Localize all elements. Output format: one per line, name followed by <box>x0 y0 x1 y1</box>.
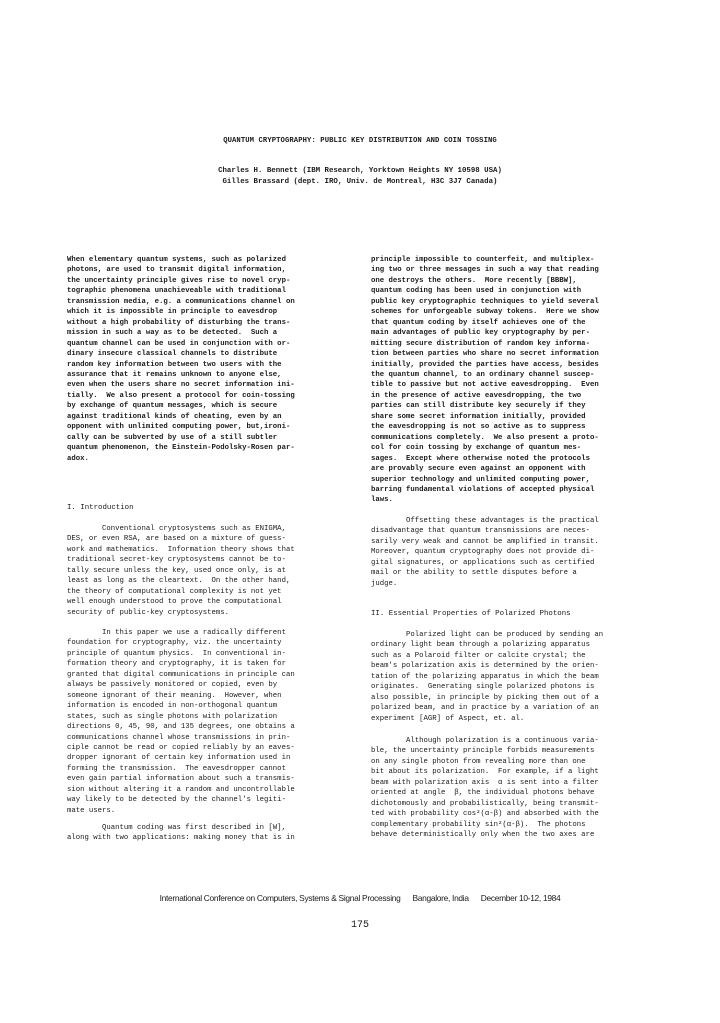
text-line: ciple cannot be read or copied reliably by an eaves- <box>67 743 295 752</box>
text-line: dichotomously and probabilistically, being transmit- <box>371 799 599 808</box>
text-line: barring fundamental violations of accepted physical <box>371 485 595 494</box>
abstract <box>67 255 349 464</box>
text-line: are provably secure even against an opponent with <box>371 465 586 474</box>
text-line: traditional secret-key cryptosystems cannot be to- <box>67 556 286 565</box>
text-line: communications channel whose transmissions in prin- <box>67 733 291 742</box>
text-line: Conventional cryptosystems such as ENIGMA, <box>67 525 286 533</box>
text-line: ordinary light beam through a polarizing apparatus <box>371 641 590 650</box>
text-line: dinary insecure classical channels to distribute <box>67 350 278 359</box>
text-line: also possible, in principle by picking them out of a <box>371 693 599 702</box>
text-line: principle of quantum physics. In conventional in- <box>67 649 286 658</box>
text-line: directions 0, 45, 90, and 135 degrees, one obtains a <box>67 723 295 732</box>
conference-footer <box>0 893 720 903</box>
text-line: main advantages of public key cryptography by per- <box>371 329 590 338</box>
text-line: along with two applications: making money that is in <box>67 834 295 843</box>
text-line: behave deterministically only when the two axes are <box>371 831 595 840</box>
text-line: beam with polarization axis α is sent into a filter <box>371 778 599 787</box>
text-line: oriented at angle β, the individual photons behave <box>371 789 595 798</box>
text-line: Although polarization is a continuous varia- <box>371 737 599 745</box>
text-line: always be passively monitored or copied, even by <box>67 681 278 690</box>
text-line: tally secure unless the key, used once only, is at <box>67 566 286 575</box>
text-line: disadvantage that quantum transmissions are neces- <box>371 527 590 536</box>
text-line: even when the users share no secret information ini- <box>67 381 295 390</box>
text-line: DES, or even RSA, are based on a mixture of guess- <box>67 535 286 544</box>
text-line: In this paper we use a radically different <box>67 629 286 637</box>
text-line: mail or the ability to settle disputes before a <box>371 569 577 578</box>
text-line: which it is impossible in principle to eavesdrop <box>67 308 278 317</box>
text-line: random key information between two users with the <box>67 360 282 369</box>
text-line: in the presence of active eavesdropping, the two <box>371 391 582 400</box>
text-line: mitting secure distribution of random key informa- <box>371 339 590 348</box>
text-line: When elementary quantum systems, such as polarized <box>67 256 286 264</box>
text-line: states, such as single photons with polarization <box>67 712 278 721</box>
text-line: the uncertainty principle gives rise to novel cryp- <box>67 276 291 285</box>
polarization-paragraph-2 <box>371 736 653 841</box>
text-line: sion without altering it a random and uncontrollable <box>67 785 295 794</box>
page-number: 175 <box>350 920 369 931</box>
text-line: ble, the uncertainty principle forbids measurements <box>371 747 595 756</box>
text-line: ing two or three messages in such a way that reading <box>371 266 599 275</box>
text-line: principle impossible to counterfeit, and multiplex- <box>371 256 595 264</box>
text-line: quantum channel can be used in conjunction with or- <box>67 339 291 348</box>
section-heading-polarized-photons: II. Essential Properties of Polarized Photons <box>371 610 571 618</box>
text-line: adox. <box>67 454 89 463</box>
text-line: ted with probability cos²(α-β) and absorbed with the <box>371 810 599 819</box>
text-line: tographic phenomena unachieveable with traditional <box>67 287 286 296</box>
polarization-paragraph-1 <box>371 630 653 724</box>
text-line: Offsetting these advantages is the practical <box>371 517 599 525</box>
text-line: the quantum channel, to an ordinary channel suscep- <box>371 370 595 379</box>
conference-date: December 10-12, 1984 <box>480 893 561 903</box>
right-column-paragraph-1 <box>371 255 653 506</box>
text-line: cally can be subverted by use of a still subtler <box>67 433 278 442</box>
text-line: mate users. <box>67 806 116 815</box>
text-line: well enough understood to prove the computational <box>67 598 282 607</box>
text-line: originates. Generating single polarized photons is <box>371 683 595 692</box>
paper-title: QUANTUM CRYPTOGRAPHY: PUBLIC KEY DISTRIBUTION AND COIN TOSSING <box>223 137 497 145</box>
text-line: information is encoded in non-orthogonal quantum <box>67 702 278 711</box>
text-line: photons, are used to transmit digital information, <box>67 266 286 275</box>
text-line: sages. Except where otherwise noted the protocols <box>371 454 590 463</box>
intro-paragraph-2 <box>67 628 349 816</box>
text-line: foundation for cryptography, viz. the uncertainty <box>67 639 282 648</box>
text-line: beam's polarization axis is determined by the orien- <box>371 662 599 671</box>
text-line: polarized beam, and in practice by a variation of an <box>371 704 599 713</box>
text-line: such as a Polaroid filter or calcite crystal; the <box>371 651 586 660</box>
text-line: transmission media, e.g. a communications channel on <box>67 297 295 306</box>
text-line: public key cryptographic techniques to yield several <box>371 297 599 306</box>
section-heading-introduction: I. Introduction <box>67 504 134 512</box>
author-bennett: Charles H. Bennett (IBM Research, Yorktown Heights NY 10598 USA) <box>218 167 502 175</box>
text-line: Moreover, quantum cryptography does not provide di- <box>371 548 595 557</box>
text-line: schemes for unforgeable subway tokens. Here we show <box>371 308 599 317</box>
text-line: mission in such a way as to be detected. Such a <box>67 329 278 338</box>
text-line: the theory of computational complexity is not yet <box>67 587 282 596</box>
text-line: parties can still distribute key securely if they <box>371 402 586 411</box>
text-line: quantum coding has been used in conjunction with <box>371 287 582 296</box>
text-line: assurance that it remains unknown to anyone else, <box>67 370 282 379</box>
text-line: sarily very weak and cannot be amplified in transit. <box>371 537 599 546</box>
intro-paragraph-1 <box>67 524 349 618</box>
text-line: formation theory and cryptography, it is taken for <box>67 660 286 669</box>
right-column-paragraph-2 <box>371 516 653 589</box>
text-line: security of public-key cryptosystems. <box>67 608 230 617</box>
text-line: without a high probability of disturbing the trans- <box>67 318 291 327</box>
text-line: complementary probability sin²(α-β). The photons <box>371 820 586 829</box>
text-line: judge. <box>371 579 398 588</box>
text-line: least as long as the cleartext. On the other hand, <box>67 577 291 586</box>
text-line: way likely to be detected by the channel's legiti- <box>67 796 286 805</box>
text-line: col for coin tossing by exchange of quantum mes- <box>371 444 582 453</box>
author-brassard: Gilles Brassard (dept. IRO, Univ. de Montreal, H3C 3J7 Canada) <box>222 177 498 186</box>
text-line: superior technology and unlimited computing power, <box>371 475 590 484</box>
text-line: tion between parties who share no secret information <box>371 350 599 359</box>
text-line: Quantum coding was first described in [W], <box>67 824 286 832</box>
intro-paragraph-3 <box>67 823 349 844</box>
text-line: quantum phenomenon, the Einstein-Podolsky-Rosen par- <box>67 444 295 453</box>
text-line: that quantum coding by itself achieves one of the <box>371 318 586 327</box>
text-line: on any single photon from revealing more than one <box>371 757 586 766</box>
conference-name: International Conference on Computers, Systems & Signal Processing <box>159 893 401 903</box>
text-line: against traditional kinds of cheating, even by an <box>67 412 282 421</box>
text-line: the eavesdropping is not so active as to suppress <box>371 423 586 432</box>
text-line: bit about its polarization. For example, if a light <box>371 768 599 777</box>
text-line: communications completely. We also present a proto- <box>371 433 599 442</box>
text-line: share some secret information initially, provided <box>371 412 586 421</box>
text-line: by exchange of quantum messages, which is secure <box>67 402 278 411</box>
text-line: one destroys the others. More recently [BBBW], <box>371 276 577 285</box>
text-line: laws. <box>371 496 393 505</box>
text-line: Polarized light can be produced by sending an <box>371 631 604 639</box>
text-line: work and mathematics. Information theory shows that <box>67 545 295 554</box>
text-line: opponent with unlimited computing power, but,ironi- <box>67 423 291 432</box>
text-line: forming the transmission. The eavesdropper cannot <box>67 764 286 773</box>
author-block <box>0 166 720 187</box>
text-line: someone ignorant of their meaning. However, when <box>67 691 282 700</box>
text-line: experiment [AGR] of Aspect, et. al. <box>371 714 525 723</box>
text-line: initially, provided the parties have access, besides <box>371 360 599 369</box>
text-line: granted that digital communications in principle can <box>67 670 295 679</box>
text-line: tible to passive but not active eavesdropping. Even <box>371 381 599 390</box>
text-line: even gain partial information about such a transmis- <box>67 775 295 784</box>
text-line: tially. We also present a protocol for coin-tossing <box>67 391 295 400</box>
text-line: tation of the polarizing apparatus in which the beam <box>371 672 599 681</box>
text-line: gital signatures, or applications such as certified <box>371 558 595 567</box>
conference-location: Bangalore, India <box>412 893 469 903</box>
text-line: dropper ignorant of certain key information used in <box>67 754 291 763</box>
